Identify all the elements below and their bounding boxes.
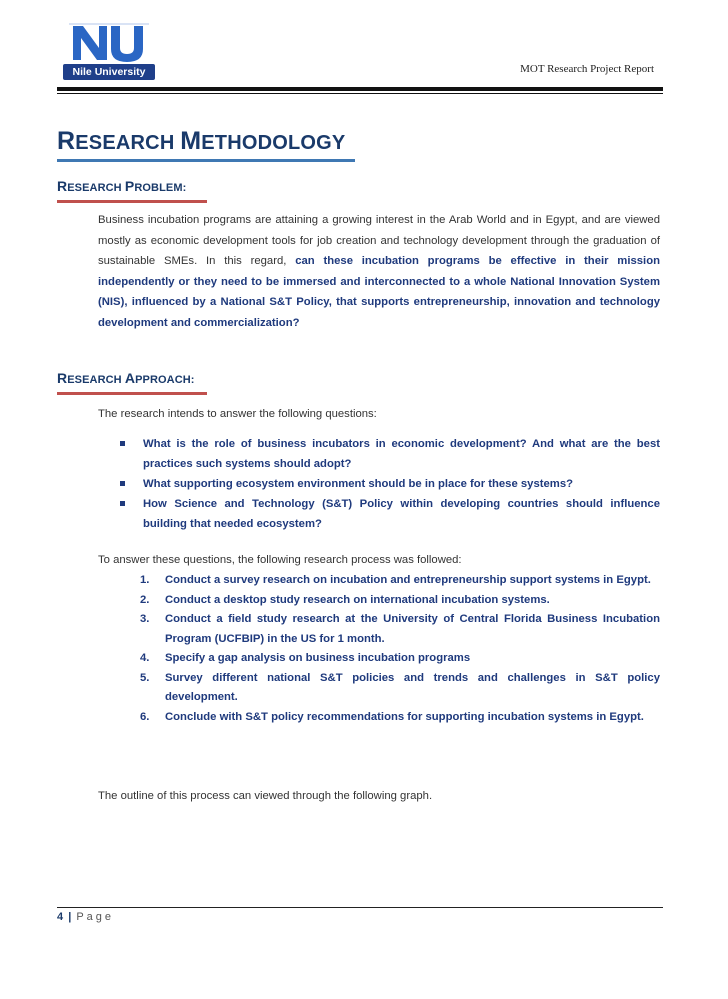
section-underline-problem xyxy=(57,200,207,203)
university-logo xyxy=(63,18,155,82)
process-intro: To answer these questions, the following research process was followed: xyxy=(98,554,462,566)
page-word: Page xyxy=(76,911,115,923)
nu-logo-icon xyxy=(69,20,149,64)
section-heading-approach: RESEARCH APPROACH: xyxy=(57,370,195,386)
list-item: How Science and Technology (S&T) Policy within developing countries should influence building that needed ecosystem? xyxy=(118,494,660,534)
title-underline xyxy=(57,159,355,162)
header-rule-thin xyxy=(57,93,663,94)
list-item: 6. Conclude with S&T policy recommendations for supporting incubation systems in Egypt. xyxy=(140,710,644,723)
list-item: 2. Conduct a desktop study research on international incubation systems. xyxy=(140,593,550,606)
page-footer xyxy=(57,911,114,923)
page-number: 4 xyxy=(57,911,65,923)
section-heading-problem: RESEARCH PROBLEM: xyxy=(57,178,187,194)
list-item: 5. Survey different national S&T policies and trends and challenges in S&T policy development. xyxy=(140,671,660,703)
research-process-steps xyxy=(140,571,660,727)
section-underline-approach xyxy=(57,392,207,395)
report-label: MOT Research Project Report xyxy=(520,63,654,75)
logo-text: Nile University xyxy=(63,64,155,80)
list-item: What is the role of business incubators in economic development? And what are the best practices such systems should adopt? xyxy=(118,434,660,474)
footer-separator: | xyxy=(68,911,73,923)
list-item: 4. Specify a gap analysis on business incubation programs xyxy=(140,652,471,664)
problem-paragraph: Business incubation programs are attaining a growing interest in the Arab World and in Egypt, and are viewed mostly as economic development tools for job creation and technology development through the graduation of sustainable SMEs. In this regard, can these incubation programs be effective in their mission independently or they need to be immersed and interconnected to a whole National Innovation System (NIS), influenced by a National S&T Policy, that supports entrepreneurship, innovation and technology development and commercialization? xyxy=(98,214,660,329)
header-rule-thick xyxy=(57,87,663,91)
list-item: 1. Conduct a survey research on incubation and entrepreneurship support systems in Egypt. xyxy=(140,574,651,586)
list-item: What supporting ecosystem environment should be in place for these systems? xyxy=(118,474,660,494)
research-questions-list xyxy=(118,434,660,534)
outline-text: The outline of this process can viewed through the following graph. xyxy=(98,790,433,802)
approach-intro: The research intends to answer the following questions: xyxy=(98,408,377,420)
footer-rule xyxy=(57,907,663,908)
list-item: 3. Conduct a field study research at the University of Central Florida Business Incubation Program (UCFBIP) in the US for 1 month. xyxy=(140,613,660,645)
page-title: RESEARCH METHODOLOGY xyxy=(57,127,346,155)
